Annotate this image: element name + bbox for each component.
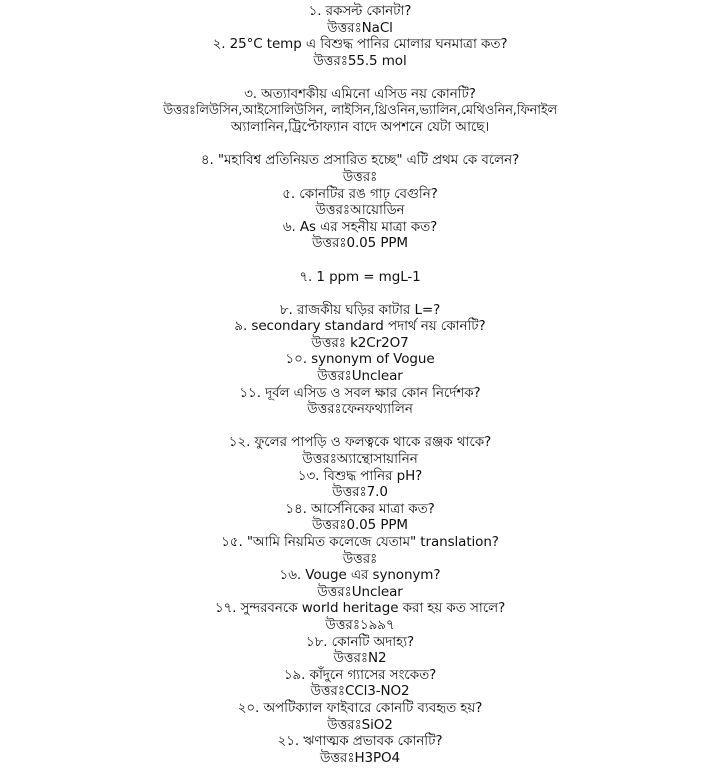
- question-17: ১৭. সুন্দরবনকে world heritage করা হয় কত সালে?: [214, 600, 506, 617]
- question-5: ৫. কোনটির রঙ গাঢ় বেগুনি?: [282, 185, 438, 202]
- blank-line: [0, 252, 720, 269]
- question-16: ১৬. Vouge এর synonym?: [279, 567, 441, 584]
- answer-3-line-1: উত্তরঃলিউসিন,আইসোলিউসিন, লাইসিন,থ্রিওনিন,ভ্যালিন,মেথিওনিন,ফিনাইল: [163, 102, 557, 118]
- answer-19: উত্তরঃCCl3-NO2: [310, 683, 410, 700]
- answer-18: উত্তরঃN2: [333, 650, 387, 667]
- question-18: ১৮. কোনটি অদাহ্য?: [305, 633, 415, 650]
- question-3: ৩. অত্যাবশকীয় এমিনো এসিড নয় কোনটি?: [244, 85, 476, 102]
- question-13: ১৩. বিশুদ্ধ পানির pH?: [297, 467, 423, 484]
- answer-13: উত্তরঃ7.0: [332, 484, 388, 501]
- question-7: ৭. 1 ppm = mgL-1: [299, 268, 421, 285]
- blank-line: [0, 418, 720, 435]
- answer-12: উত্তরঃঅ্যান্থোসায়ানিন: [302, 451, 418, 468]
- blank-line: [0, 136, 720, 153]
- question-10: ১০. synonym of Vogue: [285, 351, 435, 368]
- question-9: ৯. secondary standard পদার্থ নয় কোনটি?: [234, 318, 486, 335]
- answer-11: উত্তরঃফেনফথ্যালিন: [307, 401, 413, 418]
- question-4: ৪. "মহাবিশ্ব প্রতিনিয়ত প্রসারিত হচ্ছে" এটি প্রথম কে বলেন?: [200, 152, 520, 169]
- blank-line: [0, 285, 720, 302]
- answer-15: উত্তরঃ: [342, 550, 378, 567]
- answer-10: উত্তরঃUnclear: [317, 368, 403, 385]
- question-14: ১৪. আর্সেনিকের মাত্রা কত?: [285, 500, 435, 517]
- question-1: ১. রকসল্ট কোনটা?: [308, 3, 412, 19]
- question-answer-sheet: [0, 3, 720, 766]
- question-2: ২. 25°C temp এ বিশুদ্ধ পানির মোলার ঘনমাত্রা কত?: [212, 36, 508, 53]
- question-12: ১২. ফুলের পাপড়ি ও ফলত্বকে থাকে রঞ্জক থাকে?: [228, 434, 492, 451]
- question-19: ১৯. কাঁদুনে গ্যাসের সংকেত?: [283, 666, 437, 683]
- answer-2: উত্তরঃ55.5 mol: [313, 52, 407, 69]
- answer-1: উত্তরঃNaCl: [327, 19, 393, 36]
- question-15: ১৫. "আমি নিয়মিত কলেজে যেতাম" translation?: [221, 534, 499, 550]
- answer-3-line-2: অ্যালানিন,ট্রিপ্টোফ্যান বাদে অপশনে যেটা আছে।: [230, 119, 490, 136]
- blank-line: [0, 69, 720, 86]
- answer-6: উত্তরঃ0.05 PPM: [312, 235, 408, 252]
- answer-20: উত্তরঃSiO2: [327, 716, 393, 733]
- answer-16: উত্তরঃUnclear: [317, 583, 403, 600]
- question-11: ১১. দূর্বল এসিড ও সবল ক্ষার কোন নির্দেশক?: [239, 384, 481, 401]
- answer-21: উত্তরঃH3PO4: [319, 749, 401, 766]
- question-21: ২১. ঋণাত্মক প্রভাবক কোনটি?: [277, 733, 443, 750]
- question-8: ৮. রাজকীয় ঘড়ির কাটার L=?: [279, 301, 441, 318]
- answer-9: উত্তরঃ k2Cr2O7: [311, 334, 409, 351]
- answer-17: উত্তরঃ১৯৯৭: [325, 616, 395, 633]
- question-6: ৬. As এর সহনীয় মাত্রা কত?: [282, 218, 438, 235]
- question-20: ২০. অপটিক্যাল ফাইবারে কোনটি ব্যবহৃত হয়?: [237, 699, 483, 716]
- answer-14: উত্তরঃ0.05 PPM: [312, 517, 408, 534]
- answer-5: উত্তরঃআয়োডিন: [315, 202, 405, 219]
- answer-4: উত্তরঃ: [342, 168, 378, 185]
